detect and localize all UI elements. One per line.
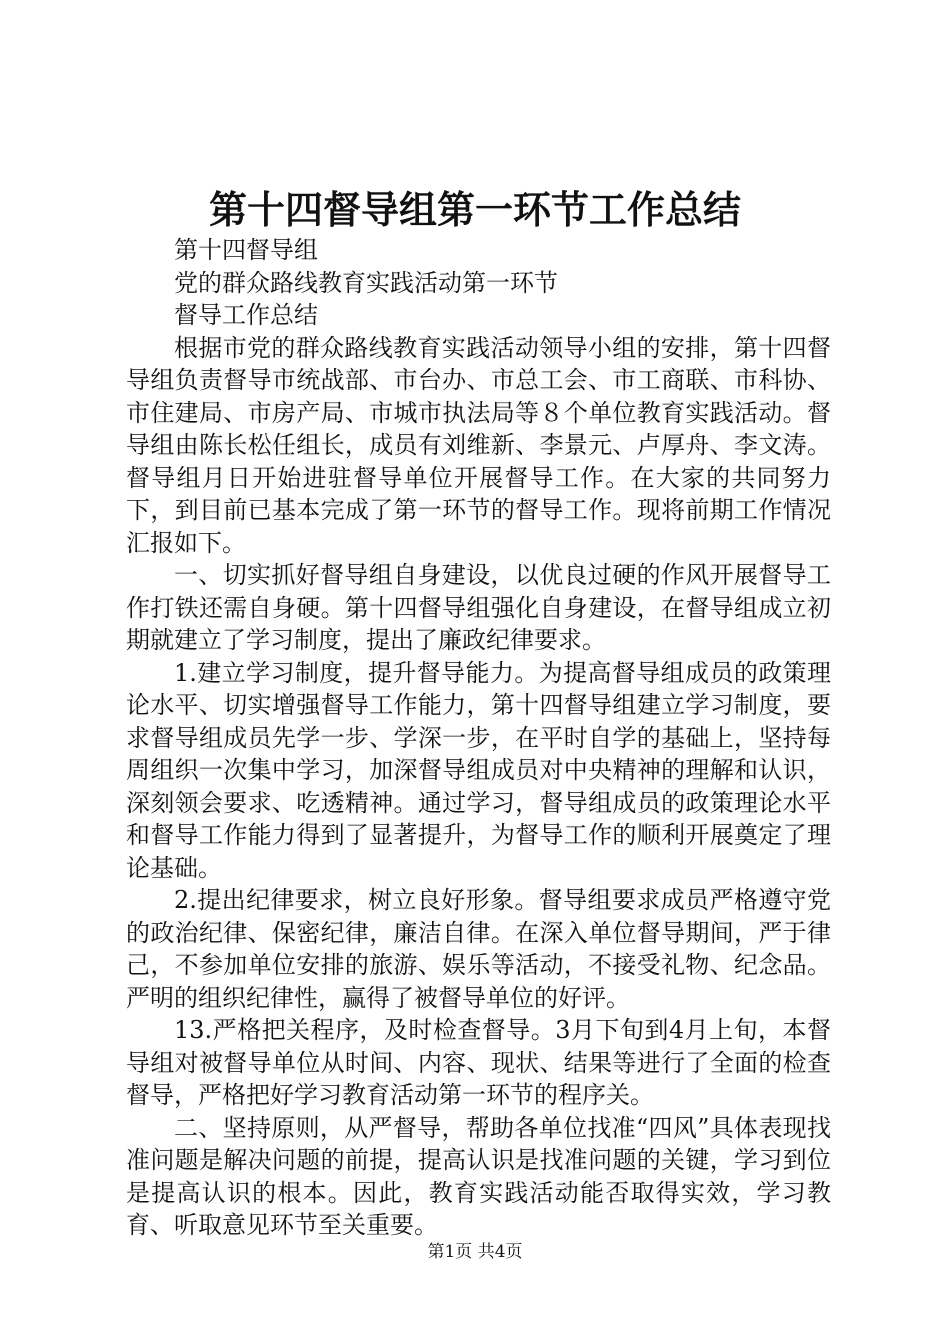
document-title: 第十四督导组第一环节工作总结 — [208, 187, 741, 232]
paragraph-item-three: 13.严格把关程序，及时检查督导。3月下旬到4月上旬，本督导组对被督导单位从时间、内容、现状、结果等进行了全面的检查督导，严格把好学习教育活动第一环节的程序关。 — [126, 1016, 831, 1109]
paragraph-subtitle: 督导工作总结 — [174, 301, 318, 329]
paragraph-activity-name: 党的群众路线教育实践活动第一环节 — [174, 268, 558, 297]
paragraph-item-two: 2.提出纪律要求，树立良好形象。督导组要求成员严格遵守党的政治纪律、保密纪律，廉洁自律。在深入单位督导期间，严于律己，不参加单位安排的旅游、娱乐等活动，不接受礼物、纪念品。严明的组织纪律性，赢得了被督导单位的好评。 — [126, 886, 831, 1012]
paragraph-item-one: 1.建立学习制度，提升督导能力。为提高督导组成员的政策理论水平、切实增强督导工作能力，第十四督导组建立学习制度，要求督导组成员先学一步、学深一步，在平时自学的基础上，坚持每周组织一次集中学习，加深督导组成员对中央精神的理解和认识，深刻领会要求、吃透精神。通过学习，督导组成员的政策理论水平和督导工作能力得到了显著提升，为督导工作的顺利开展奠定了理论基础。 — [126, 658, 831, 882]
paragraph-section-two: 二、坚持原则，从严督导，帮助各单位找准“四风”具体表现找准问题是解决问题的前提，提高认识是找准问题的关键，学习到位是提高认识的根本。因此，教育实践活动能否取得实效，学习教育、听取意见环节至关重要。 — [126, 1113, 831, 1239]
page-footer: 第1页 共4页 — [427, 1242, 523, 1262]
paragraph-section-one: 一、切实抓好督导组自身建设，以优良过硬的作风开展督导工作打铁还需自身硬。第十四督导组强化自身建设，在督导组成立初期就建立了学习制度，提出了廉政纪律要求。 — [126, 561, 831, 654]
paragraph-group-name: 第十四督导组 — [174, 236, 318, 264]
paragraph-intro: 根据市党的群众路线教育实践活动领导小组的安排，第十四督导组负责督导市统战部、市台办、市总工会、市工商联、市科协、市住建局、市房产局、市城市执法局等８个单位教育实践活动。督导组由陈长松任组长，成员有刘维新、李景元、卢厚舟、李文涛。督导组月日开始进驻督导单位开展督导工作。在大家的共同努力下，到目前已基本完成了第一环节的督导工作。现将前期工作情况汇报如下。 — [126, 333, 831, 557]
document-body — [126, 234, 831, 1242]
